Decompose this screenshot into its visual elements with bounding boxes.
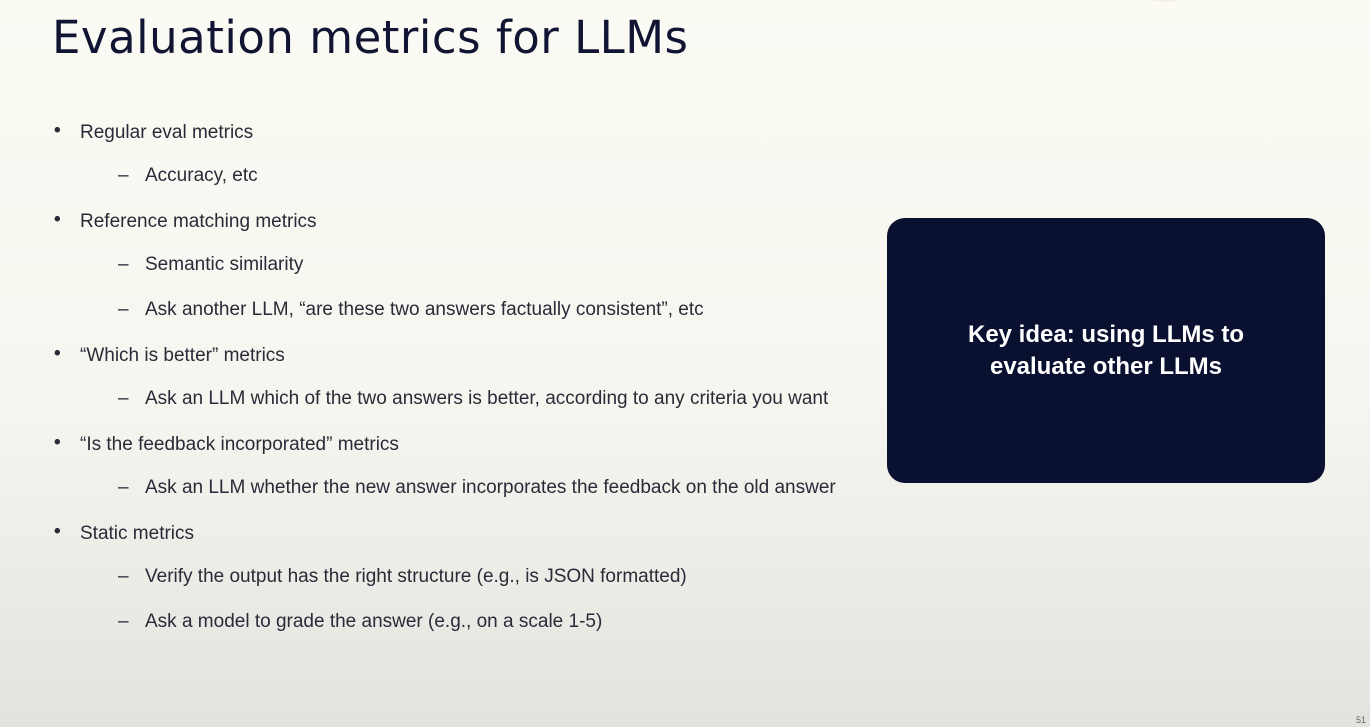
sub-bullet-text: Semantic similarity (145, 254, 304, 275)
bullet-text: Regular eval metrics (80, 122, 254, 143)
page-number: 51 (1355, 715, 1366, 725)
bullet-list (52, 118, 852, 653)
sub-bullet-item (80, 608, 852, 653)
sub-bullet-text: Ask another LLM, “are these two answers factually consistent”, etc (145, 299, 704, 320)
dash-icon: – (118, 254, 129, 275)
bullet-dot-icon: • (54, 432, 61, 453)
sub-bullet-item (80, 162, 852, 207)
dash-icon: – (118, 388, 129, 409)
bullet-text: “Is the feedback incorporated” metrics (80, 434, 399, 455)
bullet-dot-icon: • (54, 521, 61, 542)
bullet-text: Reference matching metrics (80, 211, 317, 232)
sub-bullet-text: Ask an LLM whether the new answer incorporates the feedback on the old answer (145, 477, 836, 498)
bullet-item (52, 519, 852, 653)
bullet-text: Static metrics (80, 523, 195, 544)
bullet-item (52, 118, 852, 207)
bullet-item (52, 207, 852, 341)
dash-icon: – (118, 477, 129, 498)
key-idea-box (887, 218, 1325, 483)
key-idea-text: Key idea: using LLMs to evaluate other LLMs (967, 320, 1245, 380)
bullet-item (52, 341, 852, 430)
sub-bullet-text: Ask a model to grade the answer (e.g., on a scale 1-5) (145, 611, 603, 632)
bullet-dot-icon: • (54, 209, 61, 230)
bullet-text: “Which is better” metrics (80, 345, 285, 366)
bullet-item (52, 430, 852, 519)
sub-bullet-item (80, 296, 852, 341)
sub-bullet-text: Verify the output has the right structure (e.g., is JSON formatted) (145, 566, 687, 587)
sub-bullet-item (80, 251, 852, 296)
sub-bullet-item (80, 385, 852, 430)
sub-bullet-item (80, 474, 852, 519)
bullet-dot-icon: • (54, 343, 61, 364)
sub-bullet-text: Accuracy, etc (145, 165, 258, 186)
dash-icon: – (118, 299, 129, 320)
corner-decoration (1140, 0, 1190, 2)
sub-bullet-text: Ask an LLM which of the two answers is better, according to any criteria you want (145, 388, 829, 409)
sub-bullet-item (80, 563, 852, 608)
dash-icon: – (118, 165, 129, 186)
bullet-dot-icon: • (54, 120, 61, 141)
dash-icon: – (118, 611, 129, 632)
slide-title: Evaluation metrics for LLMs (52, 11, 689, 64)
dash-icon: – (118, 566, 129, 587)
